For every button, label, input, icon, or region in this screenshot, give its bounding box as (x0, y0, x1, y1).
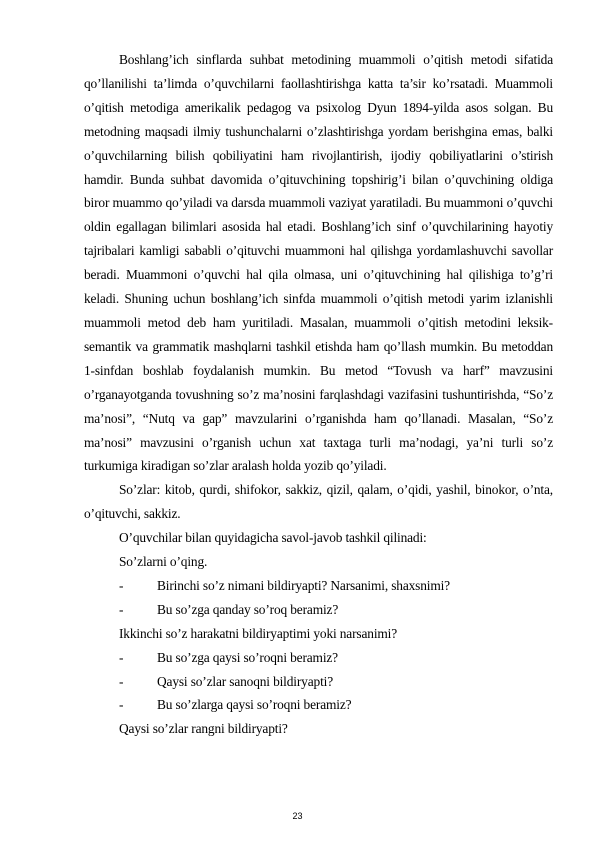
list-item (84, 646, 553, 670)
dash-bullet: - (119, 673, 124, 689)
intro-line: O’quvchilar bilan quyidagicha savol-javob tashkil qilinadi: (119, 530, 427, 546)
list-item (84, 670, 553, 694)
question-text: Birinchi so’z nimani bildiryapti? Narsanimi, shaxsnimi? (157, 577, 450, 593)
question-text: Bu so’zlarga qaysi so’roqni beramiz? (157, 697, 352, 713)
question-text: Bu so’zga qaysi so’roqni beramiz? (157, 649, 338, 665)
list-item (84, 598, 553, 622)
list-item (84, 693, 553, 717)
list-item (84, 574, 553, 598)
paragraph-problem-method: Boshlang’ich sinflarda suhbat metodining muammoli o’qitish metodi sifatida qo’llanilishi ta’limda o’quvchilarni faollashtirishga katta ta’sir ko’rsatadi. Muammoli o’qitish metodiga amerikalik pedagog va psixolog Dyun 1894-yilda asos solgan. Bu metodning maqsadi ilmiy tushunchalarni o’zlashtirishga yordam berishgina emas, balki o’quvchilarning bilish qobiliyatini ham rivojlantirish, ijodiy qobiliyatlarini o’stirish hamdir. Bunda suhbat davomida o’qituvchining topshirig’i bilan o’quvchining oldiga biror muammo qo’yiladi va darsda muammoli vaziyat yaratiladi. Bu muammoni o’quvchi oldin egallagan bilimlari asosida hal etadi. Boshlang’ich sinf o’quvchilarining hayotiy tajribalari kamligi sababli o’qituvchi muammoni hal qilishga yordamlashuvchi savollar beradi. Muammoni o’quvchi hal qila olmasa, uni o’qituvchining hal qilishiga to’g’ri keladi. Shuning uchun boshlang’ich sinfda muammoli o’qitish metodi yarim izlanishli muammoli metod deb ham yuritiladi. Masalan, muammoli o’qitish metodini leksik-semantik va grammatik mashqlarni tashkil etishda ham qo’llash mumkin. Bu metoddan 1-sinfdan boshlab foydalanish mumkin. Bu metod “Tovush va harf” mavzusini o’rganayotganda tovushning so’z ma’nosini farqlashdagi vazifasini tushuntirishda, “So’z ma’nosi”, “Nutq va gap” mavzularini o’rganishda ham qo’llanadi. Masalan, “So’z ma’nosi” mavzusini o’rganish uchun xat taxtaga turli ma’nodagi, ya’ni turli so’z turkumiga kiradigan so’zlar aralash holda yozib qo’yiladi. (84, 52, 553, 474)
question-heading: Ikkinchi so’z harakatni bildiryaptimi yoki narsanimi? (119, 625, 398, 641)
page-number: 23 (292, 811, 303, 821)
paragraph-word-list: So’zlar: kitob, qurdi, shifokor, sakkiz, qizil, qalam, o’qidi, yashil, binokor, o’nta, o’qituvchi, sakkiz. (84, 482, 553, 522)
dash-bullet: - (119, 601, 124, 617)
dash-bullet: - (119, 649, 124, 665)
question-text: Bu so’zga qanday so’roq beramiz? (157, 601, 339, 617)
dash-bullet: - (119, 697, 124, 713)
question-heading: Qaysi so’zlar rangni bildiryapti? (119, 721, 288, 737)
instruction-line: So’zlarni o’qing. (119, 554, 208, 570)
dash-bullet: - (119, 577, 124, 593)
question-text: Qaysi so’zlar sanoqni bildiryapti? (157, 673, 334, 689)
body-text (84, 48, 553, 741)
